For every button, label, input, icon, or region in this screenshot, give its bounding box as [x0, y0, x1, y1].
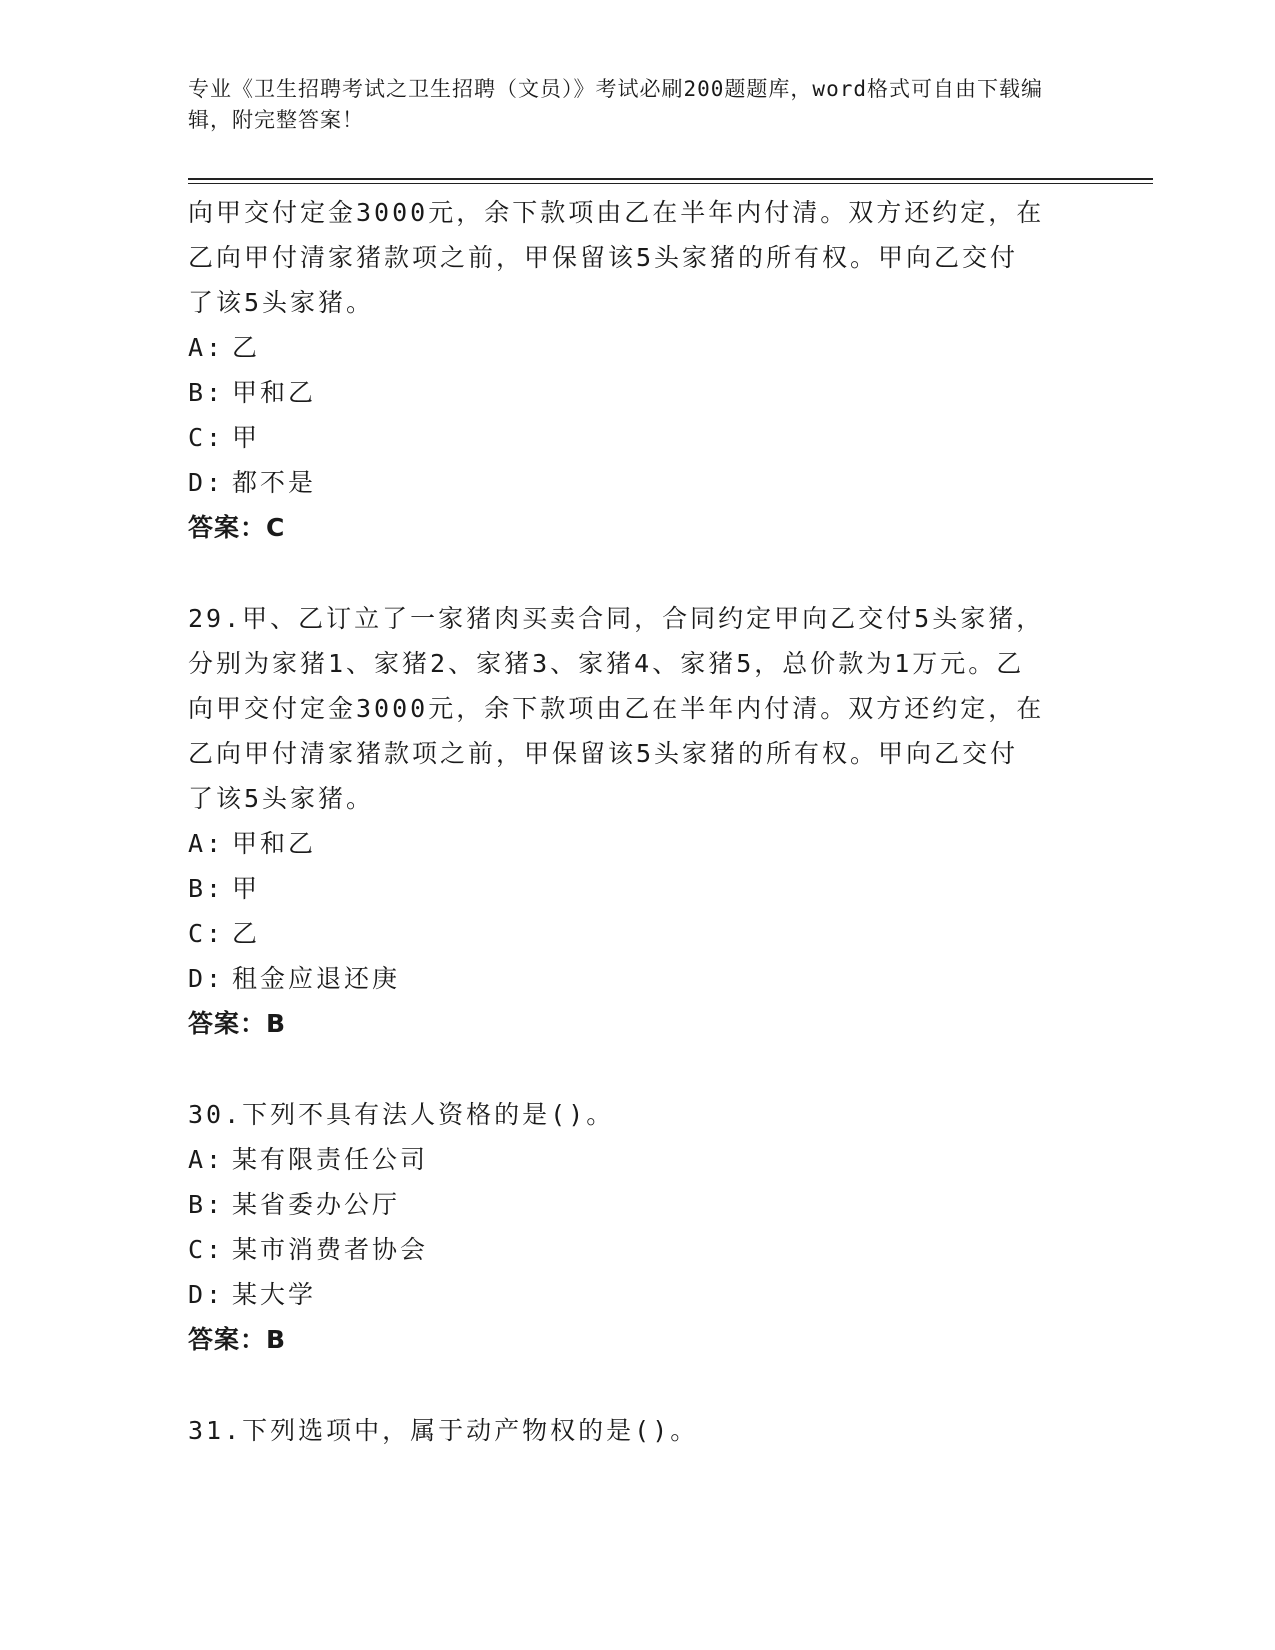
option-text: 甲	[232, 874, 261, 903]
answer-line: 答案：C	[188, 513, 286, 542]
option-text: 都不是	[232, 468, 317, 497]
option-key: D:	[188, 1280, 225, 1309]
option-c	[188, 415, 1088, 460]
question-text-line: 30.下列不具有法人资格的是()。	[188, 1100, 615, 1129]
option-key: C:	[188, 423, 225, 452]
option-b	[188, 866, 1088, 911]
answer-line: 答案：B	[188, 1325, 287, 1354]
question-29	[188, 596, 1088, 1046]
option-c	[188, 1227, 1088, 1272]
spacer	[188, 550, 1088, 596]
option-a	[188, 325, 1088, 370]
option-text: 甲	[232, 423, 261, 452]
option-key: C:	[188, 1235, 225, 1264]
option-b	[188, 370, 1088, 415]
option-key: C:	[188, 919, 225, 948]
option-text: 乙	[232, 333, 261, 362]
spacer	[188, 1046, 1088, 1092]
header-divider-thick	[188, 178, 1153, 180]
option-d	[188, 1272, 1088, 1317]
question-text-line: 了该5头家猪。	[188, 288, 375, 317]
option-key: B:	[188, 378, 225, 407]
option-text: 甲和乙	[232, 378, 317, 407]
option-key: A:	[188, 829, 225, 858]
option-text: 某大学	[232, 1280, 317, 1309]
option-c	[188, 911, 1088, 956]
question-text-line: 31.下列选项中，属于动产物权的是()。	[188, 1416, 699, 1445]
question-text-line: 了该5头家猪。	[188, 784, 375, 813]
header-divider-thin	[188, 183, 1153, 184]
question-31	[188, 1408, 1088, 1453]
question-text-line: 29.甲、乙订立了一家猪肉买卖合同，合同约定甲向乙交付5头家猪，	[188, 604, 1045, 633]
option-a	[188, 1137, 1088, 1182]
option-d	[188, 460, 1088, 505]
answer-line: 答案：B	[188, 1009, 287, 1038]
option-key: B:	[188, 1190, 225, 1219]
option-d	[188, 956, 1088, 1001]
spacer	[188, 1362, 1088, 1408]
question-text-line: 乙向甲付清家猪款项之前，甲保留该5头家猪的所有权。甲向乙交付	[188, 739, 1019, 768]
option-text: 某省委办公厅	[232, 1190, 401, 1219]
option-text: 某有限责任公司	[232, 1145, 429, 1174]
option-key: A:	[188, 1145, 225, 1174]
question-text-line: 向甲交付定金3000元，余下款项由乙在半年内付清。双方还约定，在	[188, 198, 1045, 227]
option-a	[188, 821, 1088, 866]
question-28-continued	[188, 190, 1088, 550]
option-key: D:	[188, 468, 225, 497]
page-header: 专业《卫生招聘考试之卫生招聘（文员）》考试必刷200题题库，word格式可自由下载编辑，附完整答案！	[188, 77, 1043, 132]
option-key: D:	[188, 964, 225, 993]
option-text: 乙	[232, 919, 261, 948]
question-30	[188, 1092, 1088, 1362]
option-b	[188, 1182, 1088, 1227]
question-text-line: 分别为家猪1、家猪2、家猪3、家猪4、家猪5，总价款为1万元。乙	[188, 649, 1025, 678]
option-text: 甲和乙	[232, 829, 317, 858]
option-text: 某市消费者协会	[232, 1235, 429, 1264]
document-body	[188, 190, 1088, 1453]
option-text: 租金应退还庚	[232, 964, 401, 993]
option-key: A:	[188, 333, 225, 362]
question-text-line: 乙向甲付清家猪款项之前，甲保留该5头家猪的所有权。甲向乙交付	[188, 243, 1019, 272]
option-key: B:	[188, 874, 225, 903]
question-text-line: 向甲交付定金3000元，余下款项由乙在半年内付清。双方还约定，在	[188, 694, 1045, 723]
